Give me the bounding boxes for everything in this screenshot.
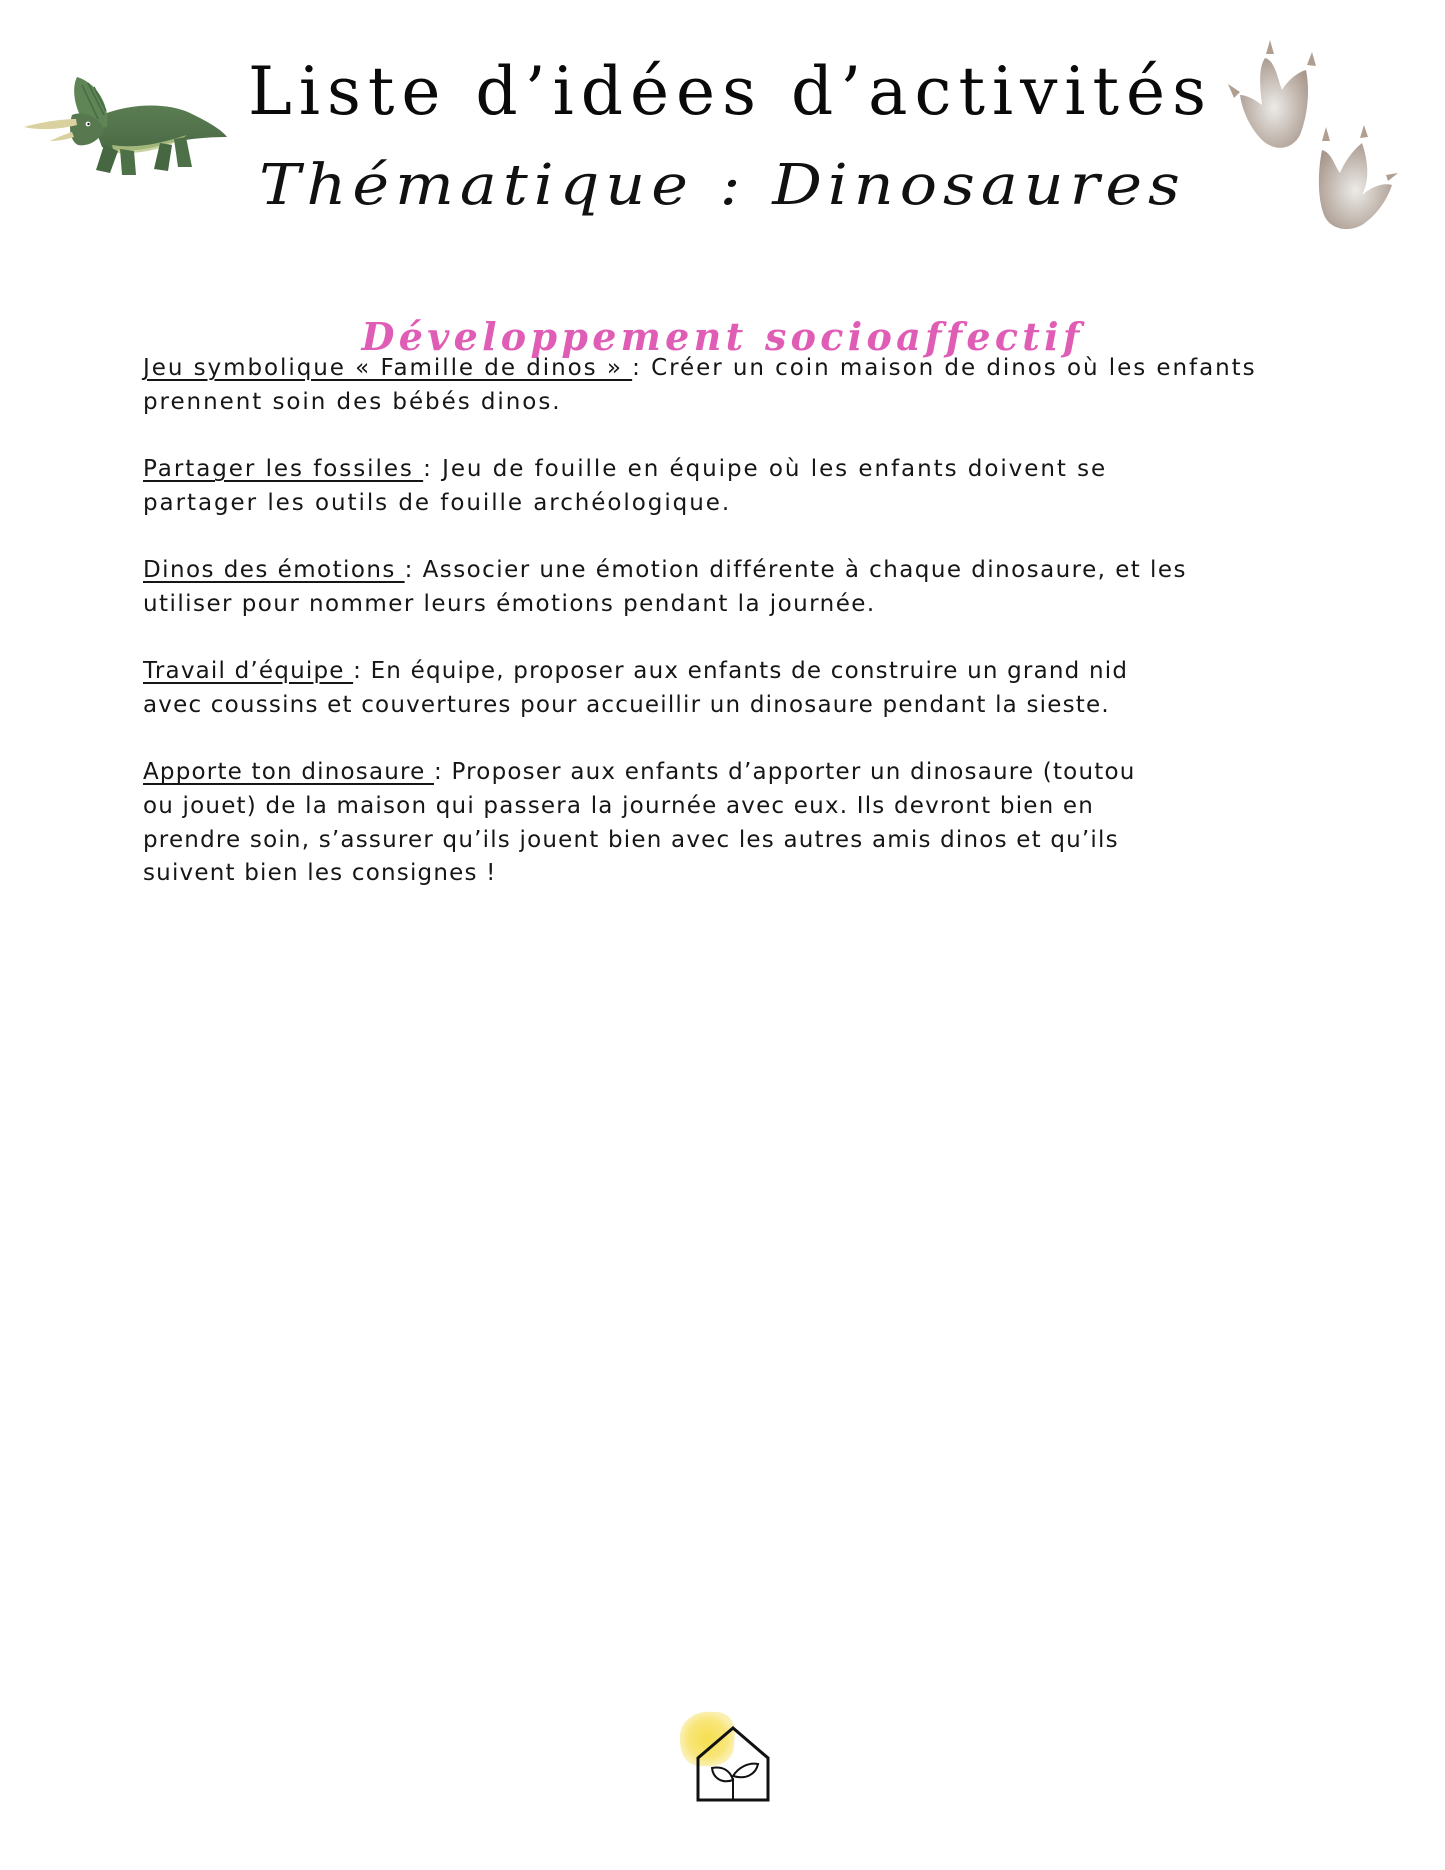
- activity-list: [143, 352, 1313, 925]
- activity-description: prendre soin, s’assurer qu’ils jouent bien avec les autres amis dinos et qu’ils: [143, 826, 1119, 853]
- activity-description: avec coussins et couvertures pour accueillir un dinosaure pendant la sieste.: [143, 691, 1110, 718]
- subtitle-theme: Dinosaures: [772, 151, 1186, 218]
- activity-item: [143, 453, 1313, 520]
- activity-description: suivent bien les consignes !: [143, 860, 497, 887]
- activity-term: Travail d’équipe: [143, 658, 354, 685]
- activity-description: : Associer une émotion différente à chaque dinosaure, et les: [404, 557, 1187, 584]
- page-subtitle: [0, 145, 1445, 226]
- activity-description: : Créer un coin maison de dinos où les enfants: [632, 355, 1257, 381]
- activity-description: prennent soin des bébés dinos.: [143, 388, 562, 415]
- page-header: [0, 0, 1445, 250]
- subtitle-prefix: Thématique :: [259, 151, 747, 218]
- house-sprout-logo-icon: [660, 1700, 785, 1810]
- page-title: Liste d’idées d’activités: [248, 53, 1213, 130]
- activity-term: Apporte ton dinosaure: [143, 759, 435, 786]
- activity-item: [143, 756, 1313, 891]
- activity-item: [143, 655, 1313, 722]
- activity-term: Jeu symbolique « Famille de dinos »: [143, 355, 633, 381]
- activity-description: utiliser pour nommer leurs émotions pendant la journée.: [143, 590, 876, 617]
- activity-description: partager les outils de fouille archéologique.: [143, 489, 732, 516]
- activity-term: Partager les fossiles: [143, 456, 424, 483]
- activity-description: ou jouet) de la maison qui passera la journée avec eux. Ils devront bien en: [143, 793, 1095, 820]
- activity-item: [143, 352, 1313, 419]
- activity-item: [143, 554, 1313, 621]
- section-heading: Développement socioaffectif: [361, 313, 1084, 359]
- activity-term: Dinos des émotions: [143, 557, 405, 584]
- activity-description: : En équipe, proposer aux enfants de construire un grand nid: [353, 658, 1129, 685]
- activity-description: : Proposer aux enfants d’apporter un dinosaure (toutou: [434, 759, 1136, 786]
- activity-description: : Jeu de fouille en équipe où les enfants doivent se: [423, 456, 1108, 483]
